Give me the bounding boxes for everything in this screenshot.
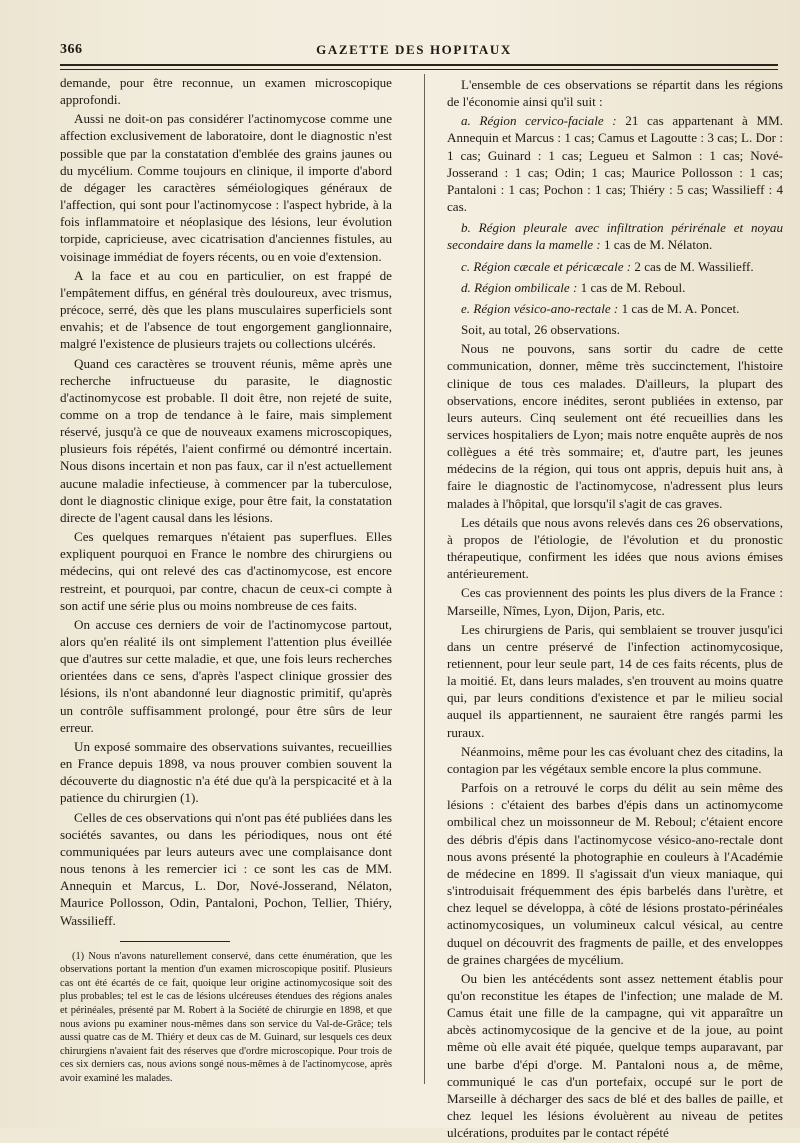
region-item [447, 112, 783, 215]
region-cases: 1 cas de M. A. Poncet. [618, 300, 740, 316]
paragraph: Les chirurgiens de Paris, qui semblaient se trouver jusqu'ici dans un centre préservé de l'infection actinomycosique, retiennent, pour leur seule part, 14 de ces faits récents, plus de la moitié. Et, dans leurs malades, s'en trouvent au moins quatre qui, par leurs conditions d'existence et par le milieu social auquel ils appartiennent, ne sauraient être rangés parmi les ruraux. [447, 621, 783, 740]
region-label: e. Région vésico-ano-rectale : [461, 300, 619, 316]
right-column [447, 76, 783, 1143]
footnote-text: (1) Nous n'avons naturellement conservé, dans cette énumération, que les observations portant la mention d'un examen microscopique positif. Plusieurs cas ont été écartés de ce fait, quoique leur origine actinomycosique soit des plus probables; tel est le cas de lésions ulcéreuses étendues des régions anales et périnéales, présenté par M. Robert à la Société de chirurgie en 1898, et que nous avions pu examiner nous-mêmes dans son service du Val-de-Grâce; tels aussi quatre cas de M. Thiéry et deux cas de M. Guinard, sur lesquels ces deux chirurgiens n'avaient fait des réserves que d'ordre microscopique. Pour trois de ces six derniers cas, nous avions songé nous-mêmes à de l'actinomycose, après avoir examiné les malades. [60, 950, 392, 1084]
paragraph: Ces quelques remarques n'étaient pas superflues. Elles expliquent pourquoi en France le nombre des chirurgiens ou médecins, qui ont relevé des cas d'actinomycose, est encore restreint, et pourquoi, par contre, chacun de ceux-ci compte à son actif une série plus ou moins nombreuse de ces faits. [60, 529, 392, 613]
region-label: d. Région ombilicale : [461, 279, 578, 295]
paragraph: Néanmoins, même pour les cas évoluant chez des citadins, la contagion par les végétaux semble encore la plus commune. [447, 743, 783, 776]
region-label: a. Région cervico-faciale : [461, 113, 617, 129]
paragraph: A la face et au cou en particulier, on est frappé de l'empâtement diffus, en général très douloureux, avec trismus, précoce, serré, dès que les plans musculaires superficiels sont envahis; et de l'absence de tout engorgement ganglionnaire, malgré l'existence de plusieurs trajets ou collections ulcérés. [60, 267, 392, 352]
footnote-rule [120, 941, 230, 942]
paragraph: Un exposé sommaire des observations suivantes, recueillies en France depuis 1898, va nous prouver combien souvent la découverte du diagnostic n'a été due qu'à la perspicacité et à la patience du chirurgien (1). [60, 738, 392, 806]
journal-title: GAZETTE DES HOPITAUX [316, 42, 512, 57]
header-rule-thin [60, 69, 778, 70]
paragraph: Soit, au total, 26 observations. [461, 322, 620, 338]
intro-paragraph: L'ensemble de ces observations se répartit dans les régions de l'économie ainsi qu'il suit : [447, 77, 783, 110]
running-head [58, 42, 770, 62]
region-item [447, 258, 783, 275]
paragraph: demande, pour être reconnue, un examen microscopique approfondi. [60, 75, 392, 108]
region-cases: 2 cas de M. Wassilieff. [631, 258, 754, 274]
footnote [60, 950, 392, 1086]
paragraph: Aussi ne doit-on pas considérer l'actinomycose comme une affection exclusivement de laboratoire, dont le diagnostic n'est possible que par la constatation d'emblée des grains jaunes ou du mycélium. Comme toujours en clinique, il importe d'abord de dégager les caractères séméiologiques généraux de l'affection, qui sont pour l'actinomycose : l'aspect hybride, à la fois inflammatoire et néoplasique des lésions, leur évolution torpide, capricieuse, avec cicatrisation d'anciennes fistules, au voisinage immédiat de foyers récents, ou en voie d'extension. [60, 111, 392, 264]
paragraph: On accuse ces derniers de voir de l'actinomycose partout, alors qu'en réalité ils ont simplement l'attention plus éveillée que d'autres sur cette maladie, et que, une fois leurs recherches orientées dans ce sens, d'après l'aspect clinique grossier des lésions, ils n'ont abandonné leur diagnostic primitif, qu'après un contrôle suffisamment prolongé, pour être sûrs de leur erreur. [60, 616, 392, 735]
paragraph: Ou bien les antécédents sont assez nettement établis pour qu'on reconstitue les étapes de l'infection; une malade de M. Camus était une fille de la campagne, qui vit apparaître un abcès actinomycosique de la gencive et de la joue, au point même où elle avait été piquée, quelque temps auparavant, par une barbe d'épi d'orge. M. Pantaloni nous a, de même, communiqué le cas d'un portefaix, occupé sur le port de Marseille à décharger des sacs de blé et des balles de paille, et chez lequel les lésions évoluèrent au niveau de petites ulcérations, produites par le contact répété [447, 970, 783, 1141]
region-item [447, 279, 783, 296]
column-divider [424, 74, 425, 1084]
paragraph: Nous ne pouvons, sans sortir du cadre de cette communication, donner, même très succinctement, l'histoire clinique de tous ces malades. D'ailleurs, la plupart des observations, encore inédites, seront publiées in extenso, par leurs auteurs. Cinq seulement ont été recueillies dans les services hospitaliers de Lyon; mais notre enquête auprès de nos collègues a été très sommaire; et, d'autre part, les jeunes médecins de la région, qui tous ont appris, depuis huit ans, à faire le diagnostic de l'actinomycose, n'adressent plus leurs malades à l'hôpital, que lorsqu'il s'agit de cas graves. [447, 341, 783, 511]
page-number: 366 [60, 42, 83, 57]
region-label: b. Région pleurale avec infiltration périrénale et noyau secondaire dans la mamelle : [447, 220, 783, 253]
paragraph: Les détails que nous avons relevés dans ces 26 observations, à propos de l'étiologie, de l'évolution et du pronostic thérapeutique, confirment les idées que nous avions émises antérieurement. [447, 514, 783, 582]
region-cases: 21 cas appartenant à MM. Annequin et Marcus : 1 cas; Camus et Lagoutte : 3 cas; L. Dor : 1 cas; Guinard : 1 cas; Legueu et Salmon : 1 cas; Nové-Josserand : 1 cas; Odin; 1 cas; Maurice Pollosson : 1 cas; Pantaloni : 1 cas; Pochon : 1 cas; Thiéry : 5 cas; Wassilieff : 4 cas. [447, 113, 784, 215]
region-item [447, 300, 783, 317]
paragraph: Quand ces caractères se trouvent réunis, même après une recherche infructueuse du parasite, le diagnostic d'actinomycose est probable. Il doit être, non rejeté de suite, comme on a trop de tendance à le faire, mais simplement réservé, jusqu'à ce que de nouveaux examens microscopiques, plusieurs fois répétés, l'aient confirmé ou démontré incertain. Nous disons incertain et non pas faux, car il n'est actuellement aucune maladie infectieuse, à commencer par la tuberculose, dont le diagnostic clinique exige, pour être fait, la constatation directe de l'agent causal dans les lésions. [60, 355, 392, 525]
paragraph: Ces cas proviennent des points les plus divers de la France : Marseille, Nîmes, Lyon, Dijon, Paris, etc. [447, 585, 783, 618]
header-rule-thick [60, 64, 778, 66]
region-item [447, 219, 783, 253]
region-cases: 1 cas de M. Nélaton. [600, 237, 713, 253]
paragraph: Celles de ces observations qui n'ont pas été publiées dans les sociétés savantes, ou dans les périodiques, nous ont été communiquées par leurs auteurs avec une complaisance dont nous tenons à les remercier ici : ce sont les cas de MM. Annequin et Marcus, L. Dor, Nové-Josserand, Nélaton, Maurice Pollosson, Odin, Pantaloni, Pochon, Tellier, Thiéry, Wassilieff. [60, 809, 392, 928]
region-label: c. Région cæcale et péricæcale : [461, 258, 632, 274]
region-cases: 1 cas de M. Reboul. [577, 279, 686, 295]
paragraph: Parfois on a retrouvé le corps du délit au sein même des lésions : c'étaient des barbes d'épis dans un actinomycome ombilical chez un moissonneur de M. Reboul; c'étaient encore des débris d'épis dans l'actinomycose vésico-ano-rectale dont nous avons présenté la photographie en couleurs à l'Académie de médecine en 1899. Il s'agissait d'un vieux maniaque, qui s'introduisait fréquemment des épis barbelés dans l'urètre, et chez lequel se développa, à côté de lésions prostato-périnéales actinomycosiques, un volumineux calcul vésical, au centre duquel on découvrit des fragments de paille, et des enveloppes de graines chargées de mycélium. [447, 780, 783, 967]
left-column [60, 74, 392, 1086]
